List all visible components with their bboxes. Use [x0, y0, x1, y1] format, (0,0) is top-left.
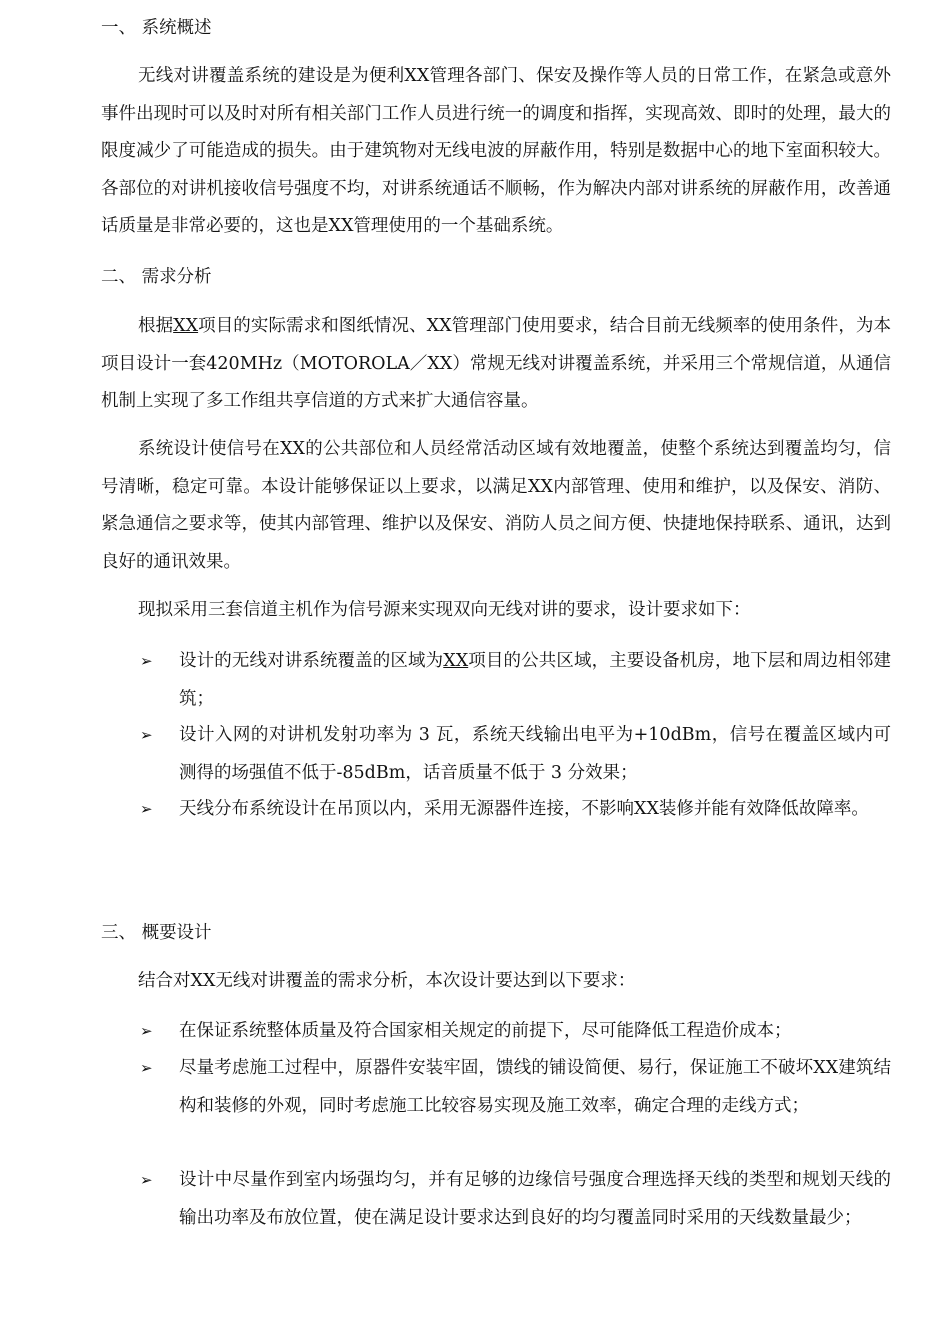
requirements-bullet-3 — [140, 791, 891, 829]
requirements-b1-underlined-project: XX — [443, 651, 469, 671]
arrow-bullet-icon: ➢ — [140, 1022, 153, 1040]
design-bullet-3-text: 设计中尽量作到室内场强均匀，并有足够的边缘信号强度合理选择天线的类型和规划天线的输出功率及布放位置，使在满足设计要求达到良好的均匀覆盖同时采用的天线数量最少； — [179, 1170, 891, 1228]
design-bullet-3 — [140, 1162, 891, 1237]
requirements-p1-rest: 项目的实际需求和图纸情况、XX管理部门使用要求，结合目前无线频率的使用条件，为本项目设计一套420MHz（MOTOROLA／XX）常规无线对讲覆盖系统，并采用三个常规信道，从通信机制上实现了多工作组共享信道的方式来扩大通信容量。 — [101, 316, 891, 411]
arrow-bullet-icon: ➢ — [140, 800, 153, 818]
arrow-bullet-icon: ➢ — [140, 1171, 153, 1189]
design-bullet-1 — [140, 1013, 891, 1051]
requirements-bullet-2-text: 设计入网的对讲机发射功率为 3 瓦，系统天线输出电平为+10dBm，信号在覆盖区域内可测得的场强值不低于-85dBm，话音质量不低于 3 分效果； — [179, 725, 891, 783]
design-bullet-2 — [140, 1050, 891, 1125]
requirements-b1-rest: 项目的公共区域，主要设备机房，地下层和周边相邻建筑； — [179, 651, 892, 709]
design-bullet-2-text: 尽量考虑施工过程中，原器件安装牢固，馈线的铺设简便、易行，保证施工不破坏XX建筑结构和装修的外观，同时考虑施工比较容易实现及施工效率，确定合理的走线方式； — [179, 1058, 891, 1116]
arrow-bullet-icon: ➢ — [140, 652, 153, 670]
requirements-bullet-3-text: 天线分布系统设计在吊顶以内，采用无源器件连接，不影响XX装修并能有效降低故障率。 — [179, 799, 869, 819]
requirements-paragraph-2: 系统设计使信号在XX的公共部位和人员经常活动区域有效地覆盖，使整个系统达到覆盖均匀，信号清晰，稳定可靠。本设计能够保证以上要求，以满足XX内部管理、使用和维护，以及保安、消防、紧急通信之要求等，使其内部管理、维护以及保安、消防人员之间方便、快捷地保持联系、通讯，达到良好的通讯效果。 — [101, 439, 891, 572]
requirements-b1-prefix: 设计的无线对讲系统覆盖的区域为 — [179, 651, 444, 671]
design-bullet-1-text: 在保证系统整体质量及符合国家相关规定的前提下，尽可能降低工程造价成本； — [179, 1021, 792, 1041]
requirements-bullet-2 — [140, 717, 891, 792]
requirements-p1-underlined-project: XX — [173, 316, 199, 336]
overview-paragraph: 无线对讲覆盖系统的建设是为便利XX管理各部门、保安及操作等人员的日常工作，在紧急或意外事件出现时可以及时对所有相关部门工作人员进行统一的调度和指挥，实现高效、即时的处理，最大的限度减少了可能造成的损失。由于建筑物对无线电波的屏蔽作用，特别是数据中心的地下室面积较大。各部位的对讲机接收信号强度不均，对讲系统通话不顺畅，作为解决内部对讲系统的屏蔽作用，改善通话质量是非常必要的，这也是XX管理使用的一个基础系统。 — [101, 66, 891, 236]
design-intro-paragraph: 结合对XX无线对讲覆盖的需求分析，本次设计要达到以下要求： — [138, 971, 636, 991]
section-heading-overview: 一、 系统概述 — [101, 18, 212, 38]
requirements-p1-prefix: 根据 — [138, 316, 174, 336]
section-heading-outline-design: 三、 概要设计 — [101, 923, 212, 943]
section-heading-requirements: 二、 需求分析 — [101, 267, 212, 287]
arrow-bullet-icon: ➢ — [140, 1059, 153, 1077]
requirements-paragraph-3: 现拟采用三套信道主机作为信号源来实现双向无线对讲的要求，设计要求如下： — [138, 600, 751, 620]
requirements-bullet-1-text — [179, 643, 891, 718]
arrow-bullet-icon: ➢ — [140, 726, 153, 744]
requirements-bullet-1 — [140, 643, 891, 718]
requirements-paragraph-1 — [101, 308, 891, 421]
